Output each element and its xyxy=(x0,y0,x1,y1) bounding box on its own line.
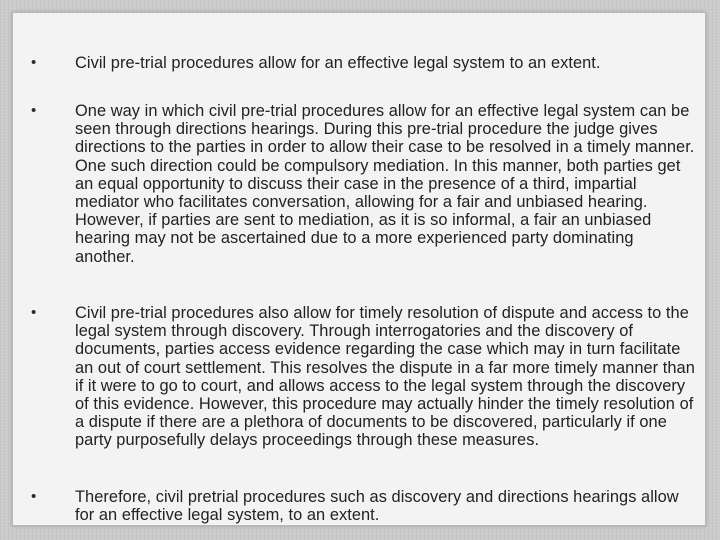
bullet-icon: • xyxy=(31,488,37,505)
bullet-icon: • xyxy=(31,304,37,321)
bullet-text: Therefore, civil pretrial procedures such as discovery and directions hearings allow for an effective legal system, to an extent. xyxy=(75,488,679,525)
bullet-text: Civil pre-trial procedures also allow for timely resolution of dispute and access to the legal system through discovery. Through interrogatories and the discovery of documents, parties access evidence regarding the case which may in turn facilitate an out of court settlement. This resolves the dispute in a far more timely manner than if it were to go to court, and allows access to the legal system through the discovery of this evidence. However, this procedure may actually hinder the timely resolution of a dispute if there are a plethora of documents to be discovered, particularly if one party purposefully delays proceedings through these measures. xyxy=(75,304,695,450)
bullet-text: One way in which civil pre-trial procedures allow for an effective legal system can be seen through directions hearings. During this pre-trial procedure the judge gives directions to the parties in order to allow their case to be resolved in a timely manner. One such direction could be compulsory mediation. In this manner, both parties get an equal opportunity to discuss their case in the presence of a third, impartial mediator who facilitates conversation, allowing for a fair and unbiased hearing. However, if parties are sent to mediation, as it is so informal, a fair an unbiased hearing may not be ascertained due to a more experienced party dominating another. xyxy=(75,102,695,266)
bullet-icon: • xyxy=(31,102,37,119)
content-panel xyxy=(12,12,706,526)
bullet-text: Civil pre-trial procedures allow for an effective legal system to an extent. xyxy=(75,54,601,72)
bullet-icon: • xyxy=(31,54,37,71)
